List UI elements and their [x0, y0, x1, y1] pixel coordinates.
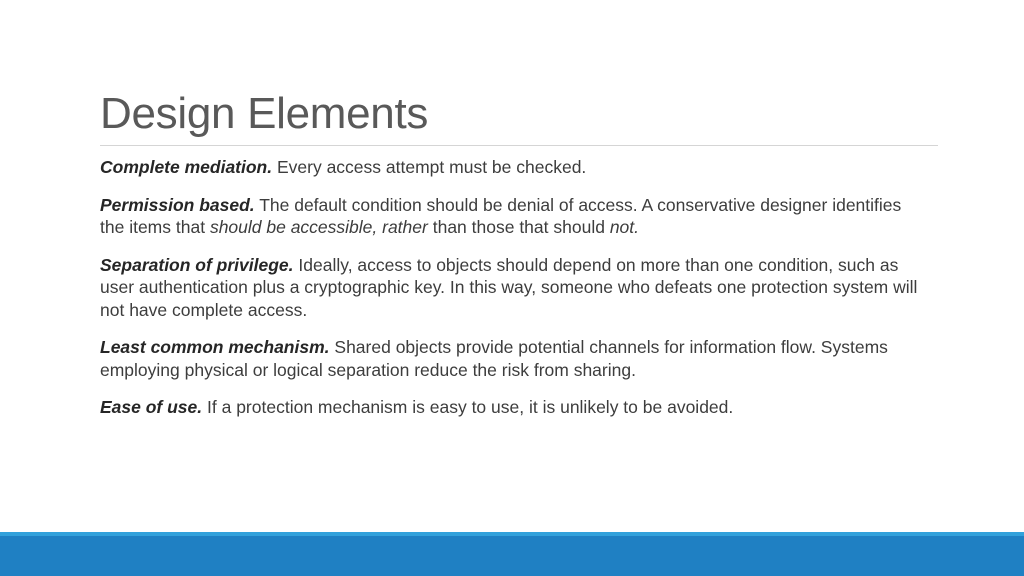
footer-band — [0, 536, 1024, 576]
slide-title: Design Elements — [100, 89, 429, 138]
paragraph-text: Ideally, access to objects should depend on more than one condition, such as user authentication plus a cryptographic key. In this way, someone who defeats one protection system will not have complete access. — [100, 254, 918, 320]
paragraph-least-common-mechanism — [100, 336, 930, 381]
term-ease-of-use: Ease of use. — [100, 397, 203, 417]
paragraph-complete-mediation — [100, 156, 930, 179]
term-complete-mediation: Complete mediation. — [100, 157, 273, 177]
emphasis-text: not. — [609, 217, 640, 237]
term-permission-based: Permission based. — [100, 194, 255, 215]
paragraph-text: Every access attempt must be checked. — [276, 157, 587, 177]
emphasis-text: should be accessible, rather — [209, 217, 428, 237]
paragraph-permission-based — [100, 194, 930, 239]
slide-body — [100, 156, 930, 434]
paragraph-ease-of-use — [100, 396, 930, 419]
term-least-common-mechanism: Least common mechanism. — [100, 337, 330, 357]
paragraph-text: than those that should — [432, 217, 605, 237]
term-separation-of-privilege: Separation of privilege. — [100, 254, 294, 275]
paragraph-separation-of-privilege — [100, 254, 930, 322]
title-divider — [100, 145, 938, 146]
paragraph-text: The default condition should be denial of access. A conservative designer identifies the items that — [100, 194, 902, 237]
paragraph-text: If a protection mechanism is easy to use, it is unlikely to be avoided. — [207, 397, 734, 417]
paragraph-text: Shared objects provide potential channels for information flow. Systems employing physical or logical separation reduce the risk from sharing. — [100, 337, 888, 380]
